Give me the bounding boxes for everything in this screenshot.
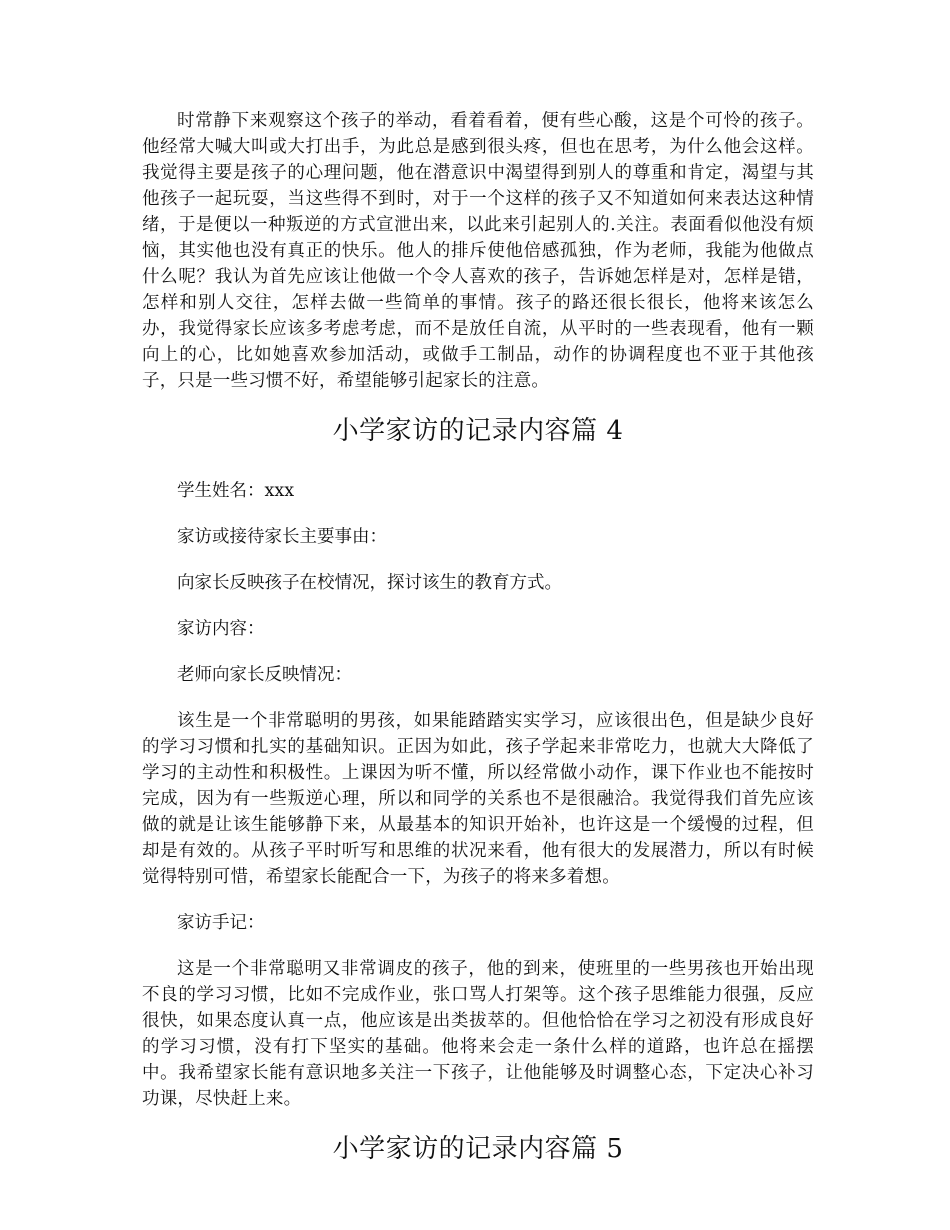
notes-paragraph: 这是一个非常聪明又非常调皮的孩子，他的到来，使班里的一些男孩也开始出现不良的学习习惯，比如不完成作业，张口骂人打架等。这个孩子思维能力很强，反应很快，如果态度认真一点，他应该是出类拔萃的。但他恰恰在学习之初没有形成良好的学习习惯，没有打下坚实的基础。他将来会走一条什么样的道路，也许总在摇摆中。我希望家长能有意识地多关注一下孩子，让他能够及时调整心态，下定决心补习功课，尽快赶上来。 — [142, 959, 814, 1109]
student-name: 学生姓名：xxx — [177, 481, 295, 501]
teacher-paragraph: 该生是一个非常聪明的男孩，如果能踏踏实实学习，应该很出色，但是缺少良好的学习习惯和扎实的基础知识。正因为如此，孩子学起来非常吃力，也就大大降低了学习的主动性和积极性。上课因为听不懂，所以经常做小动作，课下作业也不能按时完成，因为有一些叛逆心理，所以和同学的关系也不是很融洽。我觉得我们首先应该做的就是让该生能够静下来，从最基本的知识开始补，也许这是一个缓慢的过程，但却是有效的。从孩子平时听写和思维的状况来看，他有很大的发展潜力，所以有时候觉得特别可惜，希望家长能配合一下，为孩子的将来多着想。 — [142, 711, 814, 887]
reason-label: 家访或接待家长主要事由： — [177, 527, 387, 547]
document-page — [142, 108, 814, 1166]
teacher-label: 老师向家长反映情况： — [177, 665, 352, 685]
notes-label: 家访手记： — [177, 913, 265, 933]
section-4-title: 小学家访的记录内容篇 4 — [332, 416, 624, 446]
reason-text: 向家长反映孩子在校情况，探讨该生的教育方式。 — [177, 573, 562, 593]
section-5-title: 小学家访的记录内容篇 5 — [332, 1134, 624, 1164]
intro-paragraph: 时常静下来观察这个孩子的举动，看着看着，便有些心酸，这是个可怜的孩子。他经常大喊大叫或大打出手，为此总是感到很头疼，但也在思考，为什么他会这样。我觉得主要是孩子的心理问题，他在潜意识中渴望得到别人的尊重和肯定，渴望与其他孩子一起玩耍，当这些得不到时，对于一个这样的孩子又不知道如何来表达这种情绪，于是便以一种叛逆的方式宣泄出来，以此来引起别人的.关注。表面看似他没有烦恼，其实他也没有真正的快乐。他人的排斥使他倍感孤独，作为老师，我能为他做点什么呢？我认为首先应该让他做一个令人喜欢的孩子，告诉她怎样是对，怎样是错，怎样和别人交往，怎样去做一些简单的事情。孩子的路还很长很长，他将来该怎么办，我觉得家长应该多考虑考虑，而不是放任自流，从平时的一些表现看，他有一颗向上的心，比如她喜欢参加活动，或做手工制品，动作的协调程度也不亚于其他孩子，只是一些习惯不好，希望能够引起家长的注意。 — [142, 111, 814, 391]
content-label: 家访内容： — [177, 619, 265, 639]
